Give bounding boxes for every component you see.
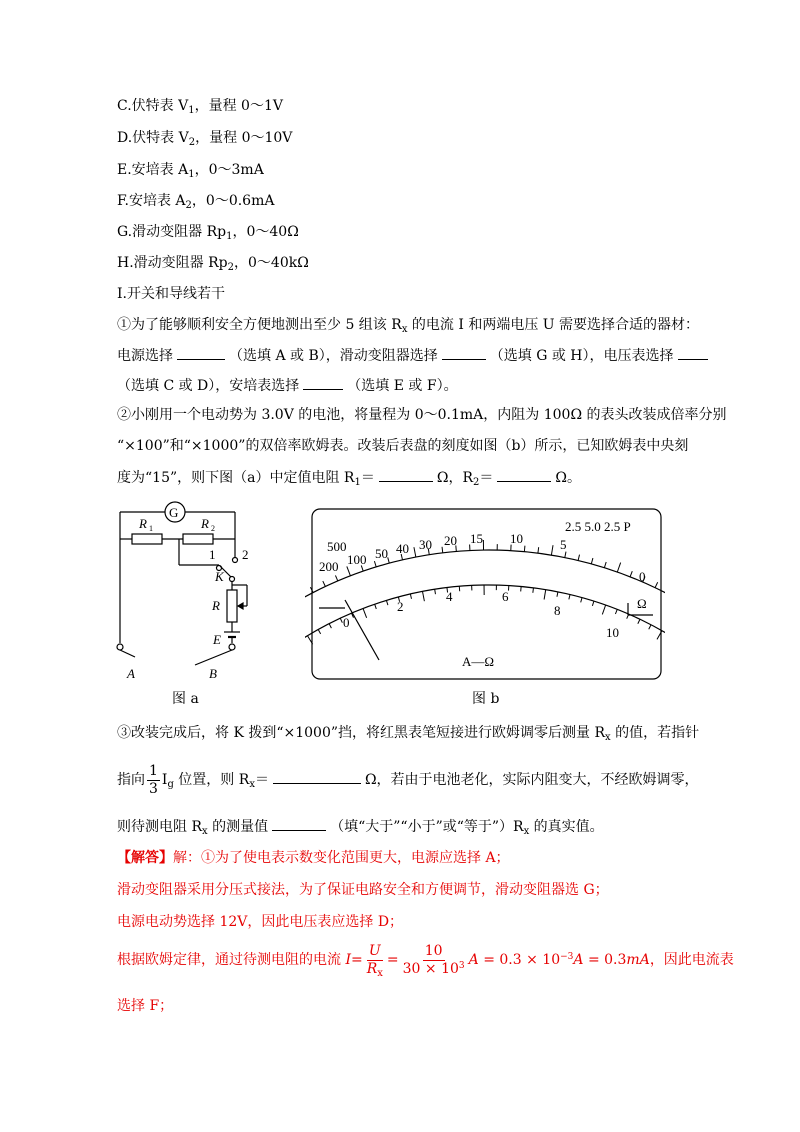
fraction-one-third: $\frac{1}{3}$ (149, 762, 158, 797)
dial-tick-lower (422, 591, 424, 601)
ohm-symbol: Ω (637, 596, 647, 611)
dial-tick-lower (363, 608, 367, 617)
ohm-label-15: 15 (470, 531, 483, 546)
current-label-8: 8 (554, 603, 561, 618)
answer-blank-ammeter[interactable] (303, 375, 343, 390)
dial-tick-upper (374, 561, 376, 567)
dial-tick-upper (630, 571, 632, 577)
dial-tick-lower (386, 600, 387, 605)
dial-tick-upper (414, 547, 416, 557)
dial-tick-upper (551, 545, 553, 555)
answer-blank-r1[interactable] (379, 467, 433, 482)
answer-line1: 【解答】解：①为了使电表示数变化范围更大，电源应选择 A； (117, 850, 510, 866)
dial-tick-upper (442, 547, 443, 553)
dial-tick-lower (592, 601, 593, 606)
ohm-label-10: 10 (510, 531, 523, 546)
dial-tick-lower (569, 595, 570, 600)
dial-tick-upper (335, 575, 337, 581)
dial-tick-upper (578, 555, 579, 561)
ohm-label-40: 40 (396, 541, 409, 556)
dial-tick-lower (329, 624, 331, 628)
q3-line3: 则待测电阻 $R_x$ 的测量值 （填“大于”“小于”或“等于$”)R_x$ 的真实值。 (117, 816, 604, 837)
q2-line3: 度为“15”，则下图（a）中定值电阻 $R_1= \Omega$，$R_2= \Omega$。 (117, 467, 581, 488)
ohm-label-50: 50 (375, 546, 388, 561)
figure-b-dial (305, 505, 665, 685)
dial-tick-upper (655, 582, 658, 587)
rheostat-icon (227, 590, 237, 622)
option-c: C.伏特表 $V_1$，量程 0～1V (117, 98, 283, 116)
answer-line3: 电源电动势选择 12V，因此电压表应选择 D； (117, 914, 404, 930)
dial-tick-lower (544, 590, 546, 600)
label-battery-e: E (213, 632, 221, 647)
q2-line2: “×100”和“×1000”的双倍率欧姆表。改装后表盘的刻度如图（b）所示，已知欧姆表中央刻 (117, 438, 689, 454)
label-rheostat-r: R (212, 598, 220, 613)
dial-tick-lower (615, 609, 617, 614)
dial-tick-upper (323, 581, 326, 586)
option-h: H.滑动变阻器 $Rp_2$，0～40kΩ (117, 255, 309, 273)
answer-blank-r2[interactable] (497, 467, 551, 482)
q3-line1: ③改装完成后，将 K 拨到“×1000”挡，将红黑表笔短接进行欧姆调零后测量 $R_x$ 的值，若指针 (117, 725, 700, 743)
meter-spec: 2.5 5.0 2.5 P (565, 519, 631, 534)
figure-a-circuit (105, 495, 275, 685)
dial-tick-lower (435, 589, 436, 594)
ohm-label-500: 500 (327, 539, 347, 554)
label-probe-b: B (209, 666, 217, 681)
answer-tag: 【解答】 (117, 850, 173, 866)
q1-line3: （选填 C 或 D），安培表选择 （选填 E 或 F）。 (117, 375, 458, 396)
figure-a-caption: 图 a (172, 691, 199, 707)
current-label-6: 6 (502, 589, 509, 604)
fraction-10-over-30e3: $\frac{10}{30 \times 10^3}$ (402, 942, 465, 977)
answer-blank-power[interactable] (177, 345, 225, 360)
answer-line2: 滑动变阻器采用分压式接法，为了保证电路安全和方便调节，滑动变阻器选 G； (117, 882, 609, 898)
label-terminal-1: 1 (209, 547, 216, 562)
label-switch-k: K (215, 569, 224, 584)
dial-tick-upper (591, 558, 593, 564)
answer-line5: 选择 F； (117, 998, 174, 1014)
ohm-label-20: 20 (444, 533, 457, 548)
ohm-label-5: 5 (560, 537, 567, 552)
label-r2-sub: 2 (211, 524, 215, 533)
resistor-r2-icon (183, 534, 213, 544)
dial-tick-upper (617, 563, 620, 572)
current-label-4: 4 (446, 589, 453, 604)
label-r1: R (139, 516, 147, 531)
current-label-2: 2 (397, 599, 404, 614)
option-f: F.安培表 $A_2$，0～0.6mA (117, 193, 275, 211)
option-e: E.安培表 $A_1$，0～3mA (117, 162, 264, 180)
meter-unit: A—Ω (462, 654, 495, 669)
current-label-10: 10 (606, 625, 619, 640)
dial-tick-upper (524, 546, 525, 552)
q3-line2: 指向 $\frac{1}{3}$ $I_g$ 位置，则 $R_x= \Omega$，若由于电池老化，实际内阻变大，不经欧姆调零， (117, 762, 699, 797)
dial-tick-lower (581, 598, 582, 603)
figure-b-caption: 图 b (472, 691, 500, 707)
answer-blank-rheostat[interactable] (442, 345, 486, 360)
ohm-label-30: 30 (419, 537, 432, 552)
dial-tick-lower (375, 604, 377, 609)
ohm-label-0: 0 (639, 569, 646, 584)
dial-tick-lower (318, 630, 320, 634)
fraction-u-over-rx: $\frac{U}{R_x}$ (366, 942, 383, 979)
option-d: D.伏特表 $V_2$，量程 0～10V (117, 130, 293, 148)
q2-line1: ②小刚用一个电动势为 3.0V 的电池，将量程为 0～0.1mA，内阻为 100Ω 的表头改装成倍率分别 (117, 407, 727, 423)
label-terminal-2: 2 (242, 547, 249, 562)
label-r1-sub: 1 (149, 524, 153, 533)
label-probe-a: A (127, 666, 135, 681)
dial-tick-upper (538, 547, 539, 553)
answer-blank-rx[interactable] (273, 769, 361, 784)
dial-tick-upper (565, 552, 566, 558)
q1-line2: 电源选择 （选填 A 或 B），滑动变阻器选择 （选填 G 或 H），电压表选择 (117, 345, 712, 366)
ohm-label-100: 100 (347, 552, 367, 567)
ohm-label-200: 200 (319, 559, 339, 574)
answer-blank-compare[interactable] (272, 816, 326, 831)
q1-line1: ①为了能够顺利安全方便地测出至少 5 组该 $R_x$ 的电流 I 和两端电压 U 需要选择合适的器材： (117, 317, 700, 335)
current-label-0: 0 (343, 615, 350, 630)
label-g: G (169, 505, 179, 520)
dial-tick-upper (347, 566, 351, 575)
dial-tick-lower (533, 588, 534, 593)
answer-blank-voltmeter[interactable] (678, 345, 708, 360)
label-r2: R (201, 516, 209, 531)
dial-tick-lower (602, 605, 605, 614)
option-g: G.滑动变阻器 $Rp_1$，0～40Ω (117, 224, 299, 242)
dial-tick-lower (557, 592, 558, 597)
dial-tick-lower (649, 625, 651, 629)
option-i: I.开关和导线若干 (117, 286, 225, 302)
dial-tick-lower (638, 619, 640, 624)
resistor-r1-icon (132, 534, 162, 544)
dial-tick-upper (604, 562, 606, 568)
answer-line4: 根据欧姆定律，通过待测电阻的电流 I= $\frac{U}{R_x}$ = $\frac{10}{30 \times 10^3}$ $A = 0.3 \times 10^{-3}A = 0.3mA$，因此电流表 (117, 942, 734, 979)
dial-tick-lower (410, 594, 411, 599)
